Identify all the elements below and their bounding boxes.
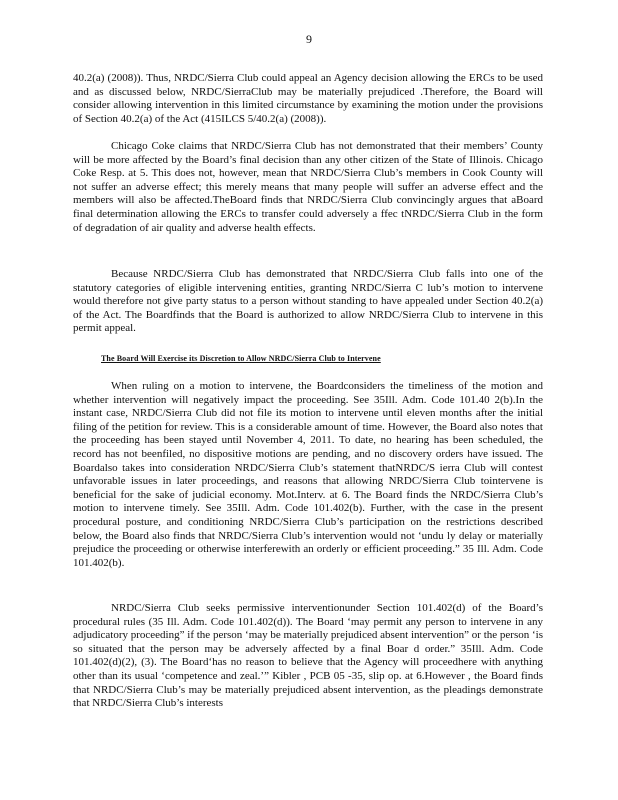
paragraph-text: 40.2(a) (2008)). Thus, NRDC/Sierra Club could appeal an Agency decision allowing the ERCs to be used and as discussed below, NRDC/SierraClub may be materially prejudiced .Therefore, the Board will consider allowing intervention in this limited circumstance by examining the motion under the provisions of Section 40.2(a) of the Act (415ILCS 5/40.2(a) (2008)).	[73, 72, 543, 125]
paragraph-4	[73, 380, 543, 570]
page-number: 9	[306, 32, 312, 46]
paragraph-text: Chicago Coke claims that NRDC/Sierra Club has not demonstrated that their members’ County will be more affected by the Board’s final decision than any other citizen of the State of Illinois. Chicago Coke Resp. at 5. This does not, however, mean that NRDC/Sierra Club’s members in Cook County will not suffer an adverse effect; this merely means that many people will suffer an adverse effect and the members will also be affected.TheBoard finds that NRDC/Sierra Club convincingly argues that aBoard final determination allowing the ERCs to transfer could adversely a ffec tNRDC/Sierra Club in the form of degradation of air quality and adverse health effects.	[73, 140, 543, 234]
paragraph-text: NRDC/Sierra Club seeks permissive interventionunder Section 101.402(d) of the Board’s procedural rules (35 Ill. Adm. Code 101.402(d)). The Board ‘may permit any person to intervene in any adjudicatory proceeding” if the person ‘may be materially prejudiced absent intervention” or the person ‘is so situated that the person may be adversely affected by a final Boar d order.” 35Ill. Adm. Code 101.402(d)(2), (3). The Board‘has no reason to believe that the Agency will proceedhere with anything other than its usual ‘competence and zeal.’” Kibler , PCB 05 -35, slip op. at 6.However , the Board finds that NRDC/Sierra Club’s may be materially prejudiced absent intervention, as the pleadings demonstrate that NRDC/Sierra Club’s interests	[73, 602, 543, 710]
paragraph-text: Because NRDC/Sierra Club has demonstrated that NRDC/Sierra Club falls into one of the statutory categories of eligible intervening entities, granting NRDC/Sierra C lub’s motion to intervene would therefore not give party status to a person without standing to have appealed under Section 40.2(a) of the Act. The Boardfinds that the Board is authorized to allow NRDC/Sierra Club to intervene in this permit appeal.	[73, 268, 543, 335]
paragraph-1	[73, 72, 543, 126]
section-heading: The Board Will Exercise its Discretion to Allow NRDC/Sierra Club to Intervene	[101, 354, 381, 363]
paragraph-3	[73, 268, 543, 336]
paragraph-2	[73, 140, 543, 235]
paragraph-5	[73, 602, 543, 711]
paragraph-text: When ruling on a motion to intervene, the Boardconsiders the timeliness of the motion and whether intervention will negatively impact the proceeding. See 35Ill. Adm. Code 101.40 2(b).In the instant case, NRDC/Sierra Club did not file its motion to intervene until eleven months after the initial filing of the petition for review. This is a considerable amount of time. However, the Board also notes that the proceeding has been stayed until November 4, 2011. To date, no hearing has been scheduled, the record has not beenfiled, no dispositive motions are pending, and no discovery orders have issued. The Boardalso takes into consideration NRDC/Sierra Club’s statement thatNRDC/S ierra Club will contest unfavorable issues in later proceedings, and reasons that allowing NRDC/Sierra Club tointervene is beneficial for the sake of judicial economy. Mot.Interv. at 6. The Board finds the NRDC/Sierra Club’s motion to intervene timely. See 35Ill. Adm. Code 101.402(b). Further, with the case in the present procedural posture, and conditioning NRDC/Sierra Club’s participation on the restrictions described below, the Board also finds that NRDC/Sierra Club’s intervention would not ‘undu ly delay or materially prejudice the proceeding or otherwise interferewith an orderly or efficient proceeding.” 35 Ill. Adm. Code 101.402(b).	[73, 380, 543, 569]
